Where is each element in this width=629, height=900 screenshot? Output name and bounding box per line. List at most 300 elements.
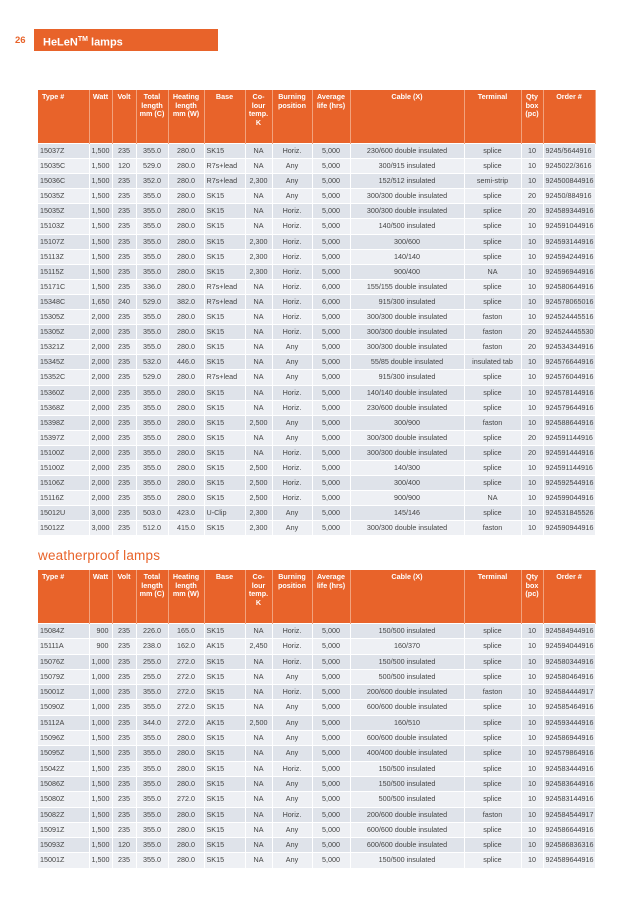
- cell-volt: 235: [112, 669, 136, 684]
- cell-qty-box: 10: [521, 776, 543, 791]
- cell-type: 15035Z: [38, 204, 89, 219]
- cell-order-number: 924534344916: [543, 340, 595, 355]
- cell-total-length: 355.0: [136, 385, 168, 400]
- cell-heating-length: 272.0: [168, 654, 204, 669]
- cell-cable: 140/140 double insulated: [350, 385, 464, 400]
- cell-cable: 300/400: [350, 476, 464, 491]
- cell-volt: 235: [112, 731, 136, 746]
- column-header-total-length: Total length mm (C): [136, 90, 168, 144]
- cell-terminal: splice: [464, 715, 521, 730]
- cell-volt: 235: [112, 639, 136, 654]
- cell-volt: 235: [112, 204, 136, 219]
- cell-order-number: 924586944916: [543, 731, 595, 746]
- table-row: [38, 460, 595, 475]
- cell-qty-box: 10: [521, 822, 543, 837]
- cell-qty-box: 10: [521, 310, 543, 325]
- cell-colour-temp: NA: [245, 204, 272, 219]
- column-header-heating-length: Heating length mm (W): [168, 90, 204, 144]
- cell-type: 15112A: [38, 715, 89, 730]
- cell-base: SK15: [204, 385, 245, 400]
- cell-terminal: splice: [464, 669, 521, 684]
- cell-total-length: 529.0: [136, 294, 168, 309]
- cell-volt: 235: [112, 700, 136, 715]
- cell-average-life: 5,000: [312, 385, 350, 400]
- cell-colour-temp: 2,300: [245, 521, 272, 536]
- cell-order-number: 924580644916: [543, 279, 595, 294]
- cell-burning-position: Any: [272, 355, 312, 370]
- cell-qty-box: 10: [521, 264, 543, 279]
- table-row: [38, 174, 595, 189]
- column-header-colour-temp: Co-lour temp. K: [245, 90, 272, 144]
- cell-average-life: 5,000: [312, 731, 350, 746]
- cell-heating-length: 280.0: [168, 400, 204, 415]
- cell-type: 15037Z: [38, 144, 89, 159]
- cell-order-number: 9245022/3616: [543, 159, 595, 174]
- cell-burning-position: Horiz.: [272, 234, 312, 249]
- cell-average-life: 5,000: [312, 838, 350, 853]
- cell-colour-temp: 2,450: [245, 639, 272, 654]
- cell-type: 15035Z: [38, 189, 89, 204]
- column-header-type: Type #: [38, 90, 89, 144]
- cell-watt: 1,500: [89, 144, 112, 159]
- cell-watt: 2,000: [89, 340, 112, 355]
- cell-average-life: 5,000: [312, 159, 350, 174]
- cell-base: SK15: [204, 669, 245, 684]
- table-row: [38, 822, 595, 837]
- cell-base: SK15: [204, 219, 245, 234]
- cell-heating-length: 280.0: [168, 385, 204, 400]
- cell-qty-box: 10: [521, 685, 543, 700]
- cell-heating-length: 280.0: [168, 340, 204, 355]
- cell-base: R7s+lead: [204, 159, 245, 174]
- cell-base: R7s+lead: [204, 279, 245, 294]
- cell-type: 15042Z: [38, 761, 89, 776]
- cell-colour-temp: NA: [245, 685, 272, 700]
- cell-cable: 230/600 double insulated: [350, 144, 464, 159]
- cell-watt: 1,500: [89, 264, 112, 279]
- cell-colour-temp: 2,500: [245, 415, 272, 430]
- cell-base: SK15: [204, 460, 245, 475]
- section-title-weatherproof: weatherproof lamps: [38, 548, 161, 563]
- cell-colour-temp: NA: [245, 669, 272, 684]
- cell-order-number: 924588644916: [543, 415, 595, 430]
- cell-watt: 2,000: [89, 476, 112, 491]
- cell-type: 15001Z: [38, 853, 89, 868]
- cell-order-number: 924579864916: [543, 746, 595, 761]
- cell-type: 15113Z: [38, 249, 89, 264]
- cell-order-number: 924583144916: [543, 792, 595, 807]
- cell-qty-box: 10: [521, 476, 543, 491]
- cell-order-number: 924585464916: [543, 700, 595, 715]
- cell-cable: 300/300 double insulated: [350, 189, 464, 204]
- cell-burning-position: Horiz.: [272, 807, 312, 822]
- cell-colour-temp: NA: [245, 430, 272, 445]
- cell-base: SK15: [204, 746, 245, 761]
- cell-heating-length: 272.0: [168, 700, 204, 715]
- cell-terminal: splice: [464, 189, 521, 204]
- cell-terminal: splice: [464, 776, 521, 791]
- cell-total-length: 344.0: [136, 715, 168, 730]
- cell-base: SK15: [204, 189, 245, 204]
- helen-lamps-table: [38, 90, 596, 535]
- cell-qty-box: 10: [521, 746, 543, 761]
- cell-volt: 235: [112, 430, 136, 445]
- cell-qty-box: 10: [521, 400, 543, 415]
- table-row: [38, 279, 595, 294]
- weatherproof-lamps-table: [38, 570, 596, 868]
- cell-volt: 235: [112, 792, 136, 807]
- cell-watt: 2,000: [89, 370, 112, 385]
- cell-heating-length: 280.0: [168, 445, 204, 460]
- cell-volt: 235: [112, 776, 136, 791]
- cell-terminal: faston: [464, 310, 521, 325]
- cell-volt: 235: [112, 279, 136, 294]
- cell-total-length: 355.0: [136, 746, 168, 761]
- cell-total-length: 355.0: [136, 415, 168, 430]
- cell-total-length: 355.0: [136, 249, 168, 264]
- cell-volt: 120: [112, 838, 136, 853]
- cell-total-length: 355.0: [136, 700, 168, 715]
- cell-cable: 600/600 double insulated: [350, 700, 464, 715]
- cell-average-life: 5,000: [312, 746, 350, 761]
- cell-heating-length: 280.0: [168, 189, 204, 204]
- table-row: [38, 700, 595, 715]
- cell-qty-box: 10: [521, 415, 543, 430]
- table-row: [38, 476, 595, 491]
- cell-total-length: 255.0: [136, 669, 168, 684]
- cell-order-number: 924584944916: [543, 624, 595, 639]
- cell-type: 15082Z: [38, 807, 89, 822]
- cell-burning-position: Any: [272, 746, 312, 761]
- cell-heating-length: 280.0: [168, 370, 204, 385]
- cell-terminal: splice: [464, 204, 521, 219]
- cell-order-number: 924580344916: [543, 654, 595, 669]
- cell-watt: 2,000: [89, 355, 112, 370]
- cell-average-life: 5,000: [312, 506, 350, 521]
- cell-type: 15080Z: [38, 792, 89, 807]
- cell-terminal: splice: [464, 624, 521, 639]
- cell-total-length: 355.0: [136, 234, 168, 249]
- cell-type: 15345Z: [38, 355, 89, 370]
- cell-terminal: faston: [464, 340, 521, 355]
- cell-colour-temp: 2,500: [245, 491, 272, 506]
- cell-terminal: splice: [464, 400, 521, 415]
- cell-cable: 150/500 insulated: [350, 624, 464, 639]
- cell-total-length: 336.0: [136, 279, 168, 294]
- cell-base: SK15: [204, 430, 245, 445]
- cell-order-number: 924583444916: [543, 761, 595, 776]
- cell-type: 15100Z: [38, 460, 89, 475]
- cell-volt: 235: [112, 249, 136, 264]
- cell-watt: 1,650: [89, 294, 112, 309]
- column-header-volt: Volt: [112, 570, 136, 624]
- cell-watt: 1,500: [89, 776, 112, 791]
- cell-cable: 150/500 insulated: [350, 654, 464, 669]
- cell-colour-temp: NA: [245, 325, 272, 340]
- cell-order-number: 924524445516: [543, 310, 595, 325]
- cell-cable: 300/300 double insulated: [350, 430, 464, 445]
- cell-total-length: 355.0: [136, 204, 168, 219]
- cell-order-number: 924589644916: [543, 853, 595, 868]
- cell-terminal: faston: [464, 521, 521, 536]
- cell-colour-temp: NA: [245, 219, 272, 234]
- table-row: [38, 445, 595, 460]
- cell-order-number: 924591044916: [543, 219, 595, 234]
- cell-average-life: 5,000: [312, 219, 350, 234]
- cell-base: R7s+lead: [204, 370, 245, 385]
- cell-type: 15076Z: [38, 654, 89, 669]
- cell-type: 15012Z: [38, 521, 89, 536]
- table-row: [38, 654, 595, 669]
- cell-colour-temp: NA: [245, 294, 272, 309]
- cell-watt: 1,500: [89, 249, 112, 264]
- cell-heating-length: 280.0: [168, 325, 204, 340]
- cell-heating-length: 415.0: [168, 521, 204, 536]
- cell-cable: 500/500 insulated: [350, 792, 464, 807]
- cell-terminal: splice: [464, 761, 521, 776]
- cell-type: 15305Z: [38, 310, 89, 325]
- cell-watt: 1,500: [89, 761, 112, 776]
- table-row: [38, 491, 595, 506]
- cell-type: 15397Z: [38, 430, 89, 445]
- cell-type: 15079Z: [38, 669, 89, 684]
- cell-colour-temp: 2,500: [245, 460, 272, 475]
- cell-base: AK15: [204, 639, 245, 654]
- table-row: [38, 669, 595, 684]
- table-header-row: [38, 90, 595, 144]
- cell-order-number: 924596944916: [543, 264, 595, 279]
- cell-type: 15348C: [38, 294, 89, 309]
- column-header-total-length: Total length mm (C): [136, 570, 168, 624]
- cell-order-number: 924580464916: [543, 669, 595, 684]
- cell-qty-box: 10: [521, 700, 543, 715]
- cell-qty-box: 10: [521, 174, 543, 189]
- cell-heating-length: 280.0: [168, 838, 204, 853]
- table-row: [38, 294, 595, 309]
- cell-average-life: 5,000: [312, 761, 350, 776]
- cell-cable: 900/400: [350, 264, 464, 279]
- cell-order-number: 924591144916: [543, 460, 595, 475]
- cell-average-life: 5,000: [312, 476, 350, 491]
- table-row: [38, 310, 595, 325]
- cell-average-life: 5,000: [312, 234, 350, 249]
- cell-cable: 300/300 double insulated: [350, 310, 464, 325]
- cell-total-length: 355.0: [136, 144, 168, 159]
- cell-terminal: splice: [464, 370, 521, 385]
- cell-average-life: 5,000: [312, 370, 350, 385]
- cell-order-number: 924591444916: [543, 445, 595, 460]
- cell-colour-temp: NA: [245, 654, 272, 669]
- cell-volt: 235: [112, 445, 136, 460]
- cell-cable: 900/900: [350, 491, 464, 506]
- cell-total-length: 355.0: [136, 310, 168, 325]
- cell-heating-length: 272.0: [168, 715, 204, 730]
- cell-terminal: splice: [464, 822, 521, 837]
- cell-volt: 235: [112, 761, 136, 776]
- cell-volt: 235: [112, 340, 136, 355]
- cell-volt: 235: [112, 264, 136, 279]
- cell-average-life: 5,000: [312, 355, 350, 370]
- cell-cable: 150/500 insulated: [350, 776, 464, 791]
- cell-cable: 600/600 double insulated: [350, 731, 464, 746]
- cell-burning-position: Any: [272, 340, 312, 355]
- table-row: [38, 234, 595, 249]
- cell-total-length: 355.0: [136, 264, 168, 279]
- cell-base: SK15: [204, 838, 245, 853]
- column-header-watt: Watt: [89, 570, 112, 624]
- cell-cable: 300/915 insulated: [350, 159, 464, 174]
- cell-type: 15096Z: [38, 731, 89, 746]
- cell-average-life: 5,000: [312, 685, 350, 700]
- cell-colour-temp: NA: [245, 445, 272, 460]
- cell-type: 15090Z: [38, 700, 89, 715]
- column-header-average-life: Average life (hrs): [312, 570, 350, 624]
- cell-watt: 2,000: [89, 445, 112, 460]
- cell-terminal: faston: [464, 325, 521, 340]
- cell-average-life: 5,000: [312, 639, 350, 654]
- cell-base: AK15: [204, 715, 245, 730]
- cell-total-length: 355.0: [136, 853, 168, 868]
- cell-cable: 300/600: [350, 234, 464, 249]
- cell-watt: 1,000: [89, 715, 112, 730]
- cell-base: SK15: [204, 310, 245, 325]
- cell-order-number: 924576644916: [543, 355, 595, 370]
- cell-type: 15321Z: [38, 340, 89, 355]
- cell-terminal: splice: [464, 476, 521, 491]
- column-header-colour-temp: Co-lour temp. K: [245, 570, 272, 624]
- cell-colour-temp: NA: [245, 731, 272, 746]
- cell-qty-box: 10: [521, 144, 543, 159]
- cell-cable: 300/300 double insulated: [350, 325, 464, 340]
- cell-qty-box: 10: [521, 234, 543, 249]
- cell-terminal: faston: [464, 685, 521, 700]
- cell-volt: 235: [112, 385, 136, 400]
- cell-burning-position: Horiz.: [272, 476, 312, 491]
- cell-terminal: splice: [464, 159, 521, 174]
- cell-watt: 2,000: [89, 325, 112, 340]
- cell-average-life: 5,000: [312, 700, 350, 715]
- cell-burning-position: Horiz.: [272, 460, 312, 475]
- cell-burning-position: Horiz.: [272, 279, 312, 294]
- cell-qty-box: 10: [521, 385, 543, 400]
- cell-base: SK15: [204, 204, 245, 219]
- cell-heating-length: 272.0: [168, 792, 204, 807]
- cell-total-length: 238.0: [136, 639, 168, 654]
- table-row: [38, 746, 595, 761]
- cell-heating-length: 272.0: [168, 685, 204, 700]
- cell-heating-length: 280.0: [168, 460, 204, 475]
- cell-total-length: 355.0: [136, 189, 168, 204]
- cell-watt: 2,000: [89, 491, 112, 506]
- cell-watt: 1,000: [89, 700, 112, 715]
- cell-qty-box: 10: [521, 838, 543, 853]
- cell-terminal: splice: [464, 654, 521, 669]
- cell-base: SK15: [204, 355, 245, 370]
- cell-total-length: 529.0: [136, 370, 168, 385]
- table-row: [38, 370, 595, 385]
- cell-cable: 915/300 insulated: [350, 294, 464, 309]
- cell-terminal: splice: [464, 445, 521, 460]
- cell-type: 15093Z: [38, 838, 89, 853]
- cell-colour-temp: NA: [245, 624, 272, 639]
- cell-heating-length: 280.0: [168, 310, 204, 325]
- cell-base: SK15: [204, 445, 245, 460]
- table-row: [38, 144, 595, 159]
- cell-total-length: 226.0: [136, 624, 168, 639]
- cell-cable: 150/500 insulated: [350, 853, 464, 868]
- cell-heating-length: 280.0: [168, 264, 204, 279]
- cell-average-life: 5,000: [312, 853, 350, 868]
- cell-terminal: splice: [464, 279, 521, 294]
- cell-qty-box: 10: [521, 460, 543, 475]
- cell-qty-box: 10: [521, 491, 543, 506]
- cell-terminal: splice: [464, 838, 521, 853]
- cell-order-number: 924586836316: [543, 838, 595, 853]
- cell-base: SK15: [204, 807, 245, 822]
- header-trademark: TM: [77, 36, 88, 43]
- table-row: [38, 340, 595, 355]
- cell-qty-box: 10: [521, 731, 543, 746]
- cell-average-life: 5,000: [312, 521, 350, 536]
- column-header-heating-length: Heating length mm (W): [168, 570, 204, 624]
- cell-volt: 235: [112, 624, 136, 639]
- cell-qty-box: 10: [521, 159, 543, 174]
- cell-average-life: 5,000: [312, 669, 350, 684]
- cell-average-life: 5,000: [312, 325, 350, 340]
- cell-qty-box: 10: [521, 370, 543, 385]
- cell-base: SK15: [204, 822, 245, 837]
- cell-watt: 1,000: [89, 685, 112, 700]
- cell-total-length: 532.0: [136, 355, 168, 370]
- cell-order-number: 924584544917: [543, 807, 595, 822]
- cell-colour-temp: NA: [245, 761, 272, 776]
- cell-type: 15115Z: [38, 264, 89, 279]
- cell-volt: 235: [112, 325, 136, 340]
- cell-order-number: 924589344916: [543, 204, 595, 219]
- cell-watt: 1,500: [89, 204, 112, 219]
- cell-heating-length: 165.0: [168, 624, 204, 639]
- cell-volt: 240: [112, 294, 136, 309]
- cell-cable: 300/300 double insulated: [350, 521, 464, 536]
- cell-heating-length: 280.0: [168, 234, 204, 249]
- cell-volt: 235: [112, 506, 136, 521]
- column-header-volt: Volt: [112, 90, 136, 144]
- cell-total-length: 355.0: [136, 430, 168, 445]
- cell-base: SK15: [204, 144, 245, 159]
- cell-volt: 235: [112, 807, 136, 822]
- cell-qty-box: 20: [521, 325, 543, 340]
- cell-type: 15107Z: [38, 234, 89, 249]
- cell-cable: 230/600 double insulated: [350, 400, 464, 415]
- cell-type: 15360Z: [38, 385, 89, 400]
- cell-qty-box: 10: [521, 521, 543, 536]
- cell-average-life: 5,000: [312, 445, 350, 460]
- table-row: [38, 761, 595, 776]
- cell-colour-temp: 2,500: [245, 476, 272, 491]
- cell-order-number: 924592544916: [543, 476, 595, 491]
- cell-watt: 2,000: [89, 310, 112, 325]
- cell-type: 15111A: [38, 639, 89, 654]
- column-header-base: Base: [204, 90, 245, 144]
- cell-average-life: 6,000: [312, 294, 350, 309]
- cell-terminal: splice: [464, 294, 521, 309]
- cell-base: SK15: [204, 700, 245, 715]
- cell-qty-box: 20: [521, 340, 543, 355]
- cell-watt: 1,500: [89, 189, 112, 204]
- table-row: [38, 792, 595, 807]
- cell-base: SK15: [204, 521, 245, 536]
- cell-terminal: splice: [464, 506, 521, 521]
